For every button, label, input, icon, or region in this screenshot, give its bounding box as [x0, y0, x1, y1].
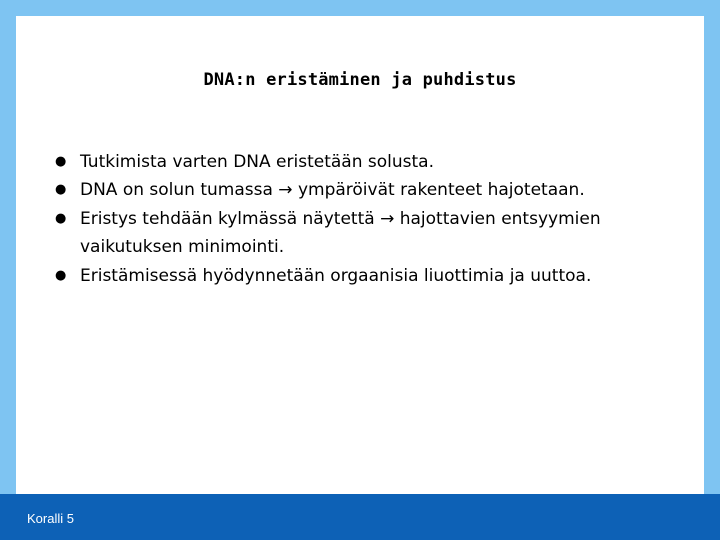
bullet-list: [52, 148, 652, 290]
bullet-icon: ●: [55, 182, 67, 198]
bullet-icon: ●: [55, 210, 67, 226]
bullet-text: Eristys tehdään kylmässä näytettä → hajottavien entsyymien vaikutuksen minimointi.: [80, 208, 601, 258]
bullet-item: [52, 176, 652, 204]
footer-label: Koralli 5: [27, 511, 74, 526]
bullet-icon: ●: [55, 267, 67, 283]
slide-title: DNA:n eristäminen ja puhdistus: [203, 70, 517, 90]
bullet-text: Eristämisessä hyödynnetään orgaanisia liuottimia ja uuttoa.: [80, 265, 592, 286]
bullet-item: [52, 205, 652, 262]
bullet-text: Tutkimista varten DNA eristetään solusta.: [80, 152, 434, 172]
bullet-text: DNA on solun tumassa → ympäröivät rakenteet hajotetaan.: [80, 180, 585, 201]
bullet-icon: ●: [55, 154, 67, 169]
bullet-item: [52, 262, 652, 290]
bullet-item: [52, 148, 652, 176]
bottom-bar: [0, 494, 720, 540]
